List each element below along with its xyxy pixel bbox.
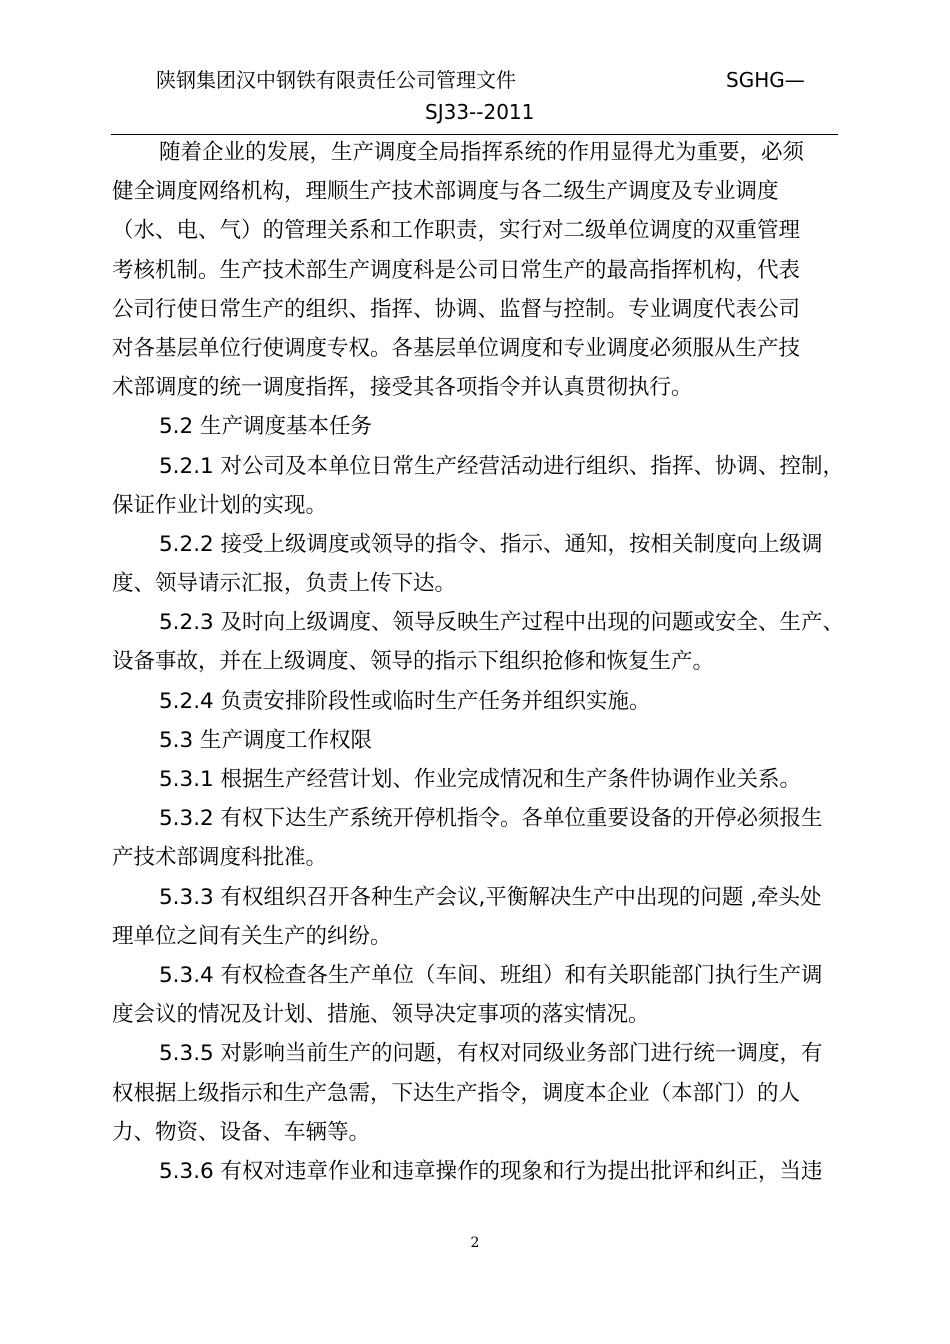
header-document-code-prefix: SGHG— <box>726 68 805 92</box>
paragraph-line: 公司行使日常生产的组织、指挥、协调、监督与控制。专业调度代表公司 <box>112 296 801 322</box>
paragraph-line: 产技术部调度科批准。 <box>112 845 328 871</box>
paragraph-line: 力、物资、设备、车辆等。 <box>112 1119 371 1145</box>
paragraph-line: 度会议的情况及计划、措施、领导决定事项的落实情况。 <box>112 1002 650 1028</box>
header-company-title: 陕钢集团汉中钢铁有限责任公司管理文件 <box>156 68 516 92</box>
paragraph-line: 5.3.5 对影响当前生产的问题，有权对同级业务部门进行统一调度，有 <box>159 1041 823 1067</box>
paragraph-line: 对各基层单位行使调度专权。各基层单位调度和专业调度必须服从生产技 <box>112 335 801 361</box>
paragraph-line: 理单位之间有关生产的纠纷。 <box>112 923 392 949</box>
page-number: 2 <box>470 1235 480 1251</box>
section-heading: 5.2 生产调度基本任务 <box>159 414 373 440</box>
paragraph-line: 5.3.6 有权对违章作业和违章操作的现象和行为提出批评和纠正，当违 <box>159 1158 823 1184</box>
paragraph-line: （水、电、气）的管理关系和工作职责，实行对二级单位调度的双重管理 <box>112 218 801 244</box>
paragraph-line: 5.2.3 及时向上级调度、领导反映生产过程中出现的问题或安全、生产、 <box>159 610 845 636</box>
paragraph-line: 5.2.1 对公司及本单位日常生产经营活动进行组织、指挥、协调、控制， <box>159 453 845 479</box>
paragraph-line: 5.2.4 负责安排阶段性或临时生产任务并组织实施。 <box>159 688 651 714</box>
paragraph-line: 5.3.3 有权组织召开各种生产会议,平衡解决生产中出现的问题 ,牵头处 <box>159 884 822 910</box>
paragraph-line: 随着企业的发展，生产调度全局指挥系统的作用显得尤为重要，必须 <box>159 140 805 165</box>
header-document-code-suffix: SJ33--2011 <box>425 100 535 124</box>
paragraph-line: 保证作业计划的实现。 <box>112 492 328 518</box>
paragraph-line: 5.3.4 有权检查各生产单位（车间、班组）和有关职能部门执行生产调 <box>159 962 823 988</box>
section-heading: 5.3 生产调度工作权限 <box>159 727 373 753</box>
paragraph-line: 度、领导请示汇报，负责上传下达。 <box>112 571 457 597</box>
paragraph-line: 术部调度的统一调度指挥，接受其各项指令并认真贯彻执行。 <box>112 375 693 401</box>
paragraph-line: 设备事故，并在上级调度、领导的指示下组织抢修和恢复生产。 <box>112 649 715 675</box>
paragraph-line: 5.2.2 接受上级调度或领导的指令、指示、通知，按相关制度向上级调 <box>159 531 823 557</box>
paragraph-line: 5.3.1 根据生产经营计划、作业完成情况和生产条件协调作业关系。 <box>159 767 802 792</box>
paragraph-line: 5.3.2 有权下达生产系统开停机指令。各单位重要设备的开停必须报生 <box>159 806 823 832</box>
document-body <box>112 133 845 1191</box>
paragraph-line: 健全调度网络机构，理顺生产技术部调度与各二级生产调度及专业调度 <box>112 179 779 205</box>
paragraph-line: 考核机制。生产技术部生产调度科是公司日常生产的最高指挥机构，代表 <box>112 257 801 283</box>
paragraph-line: 权根据上级指示和生产急需，下达生产指令，调度本企业（本部门）的人 <box>112 1080 801 1106</box>
